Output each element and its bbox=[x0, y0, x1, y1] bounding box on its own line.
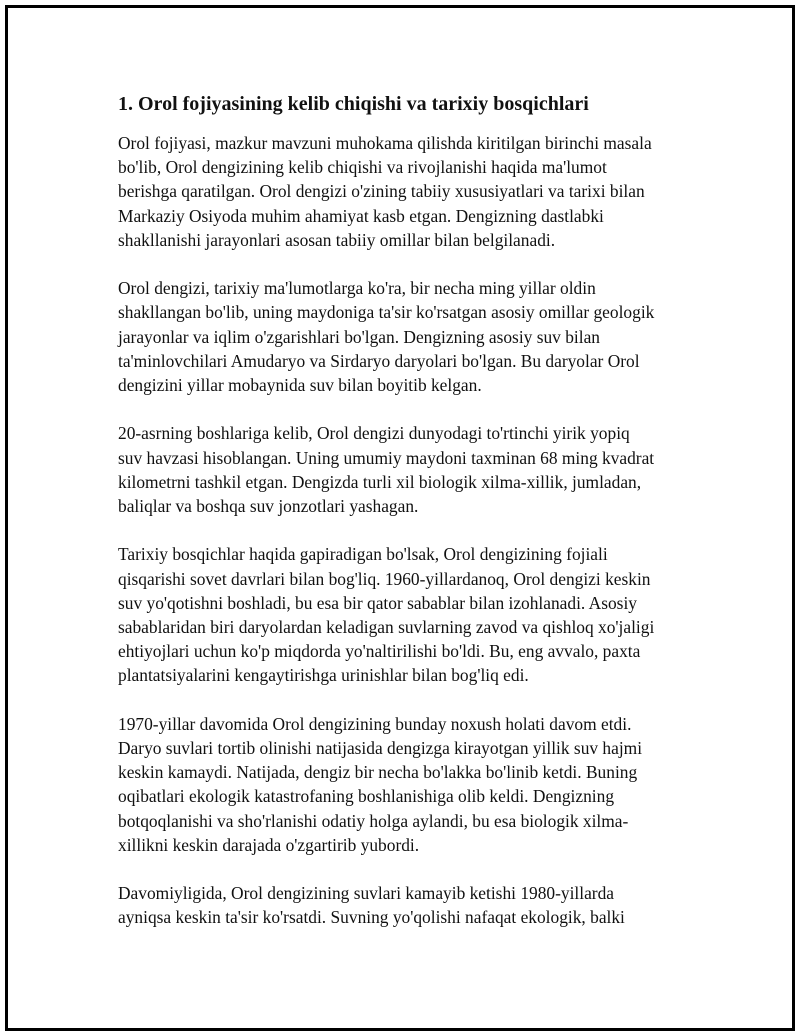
text-line: suv yo'qotishni boshladi, bu esa bir qator sabablar bilan izohlanadi. Asosiy bbox=[118, 592, 637, 613]
text-line: ayniqsa keskin ta'sir ko'rsatdi. Suvning yo'qolishi nafaqat ekologik, balki bbox=[118, 907, 625, 928]
text-line: bo'lib, Orol dengizining kelib chiqishi va rivojlanishi haqida ma'lumot bbox=[118, 157, 607, 178]
text-line: Tarixiy bosqichlar haqida gapiradigan bo'lsak, Orol dengizining fojiali bbox=[118, 544, 608, 565]
text-line: ehtiyojlari uchun ko'p miqdorda yo'naltirilishi bo'ldi. Bu, eng avvalo, paxta bbox=[118, 641, 641, 662]
paragraph-3 bbox=[118, 421, 698, 518]
document-body bbox=[118, 90, 698, 954]
text-line: ta'minlovchilari Amudaryo va Sirdaryo daryolari bo'lgan. Bu daryolar Orol bbox=[118, 350, 640, 371]
text-line: qisqarishi sovet davrlari bilan bog'liq. 1960-yillardanoq, Orol dengizi keskin bbox=[118, 568, 651, 589]
paragraph-6 bbox=[118, 881, 698, 929]
text-line: dengizini yillar mobaynida suv bilan boyitib kelgan. bbox=[118, 375, 482, 396]
text-line: jarayonlar va iqlim o'zgarishlari bo'lgan. Dengizning asosiy suv bilan bbox=[118, 326, 600, 347]
text-line: xillikni keskin darajada o'zgartirib yubordi. bbox=[118, 834, 420, 855]
text-line: Daryo suvlari tortib olinishi natijasida dengizga kirayotgan yillik suv hajmi bbox=[118, 738, 643, 759]
text-line: shakllangan bo'lib, uning maydoniga ta'sir ko'rsatgan asosiy omillar geologik bbox=[118, 302, 655, 323]
text-line: shakllanishi jarayonlari asosan tabiiy omillar bilan belgilanadi. bbox=[118, 229, 556, 250]
paragraph-5 bbox=[118, 712, 698, 857]
text-line: Davomiyligida, Orol dengizining suvlari kamayib ketishi 1980-yillarda bbox=[118, 883, 615, 904]
text-line: 20-asrning boshlariga kelib, Orol dengizi dunyodagi to'rtinchi yirik yopiq bbox=[118, 423, 630, 444]
paragraph-1 bbox=[118, 131, 698, 252]
text-line: Orol dengizi, tarixiy ma'lumotlarga ko'ra, bir necha ming yillar oldin bbox=[118, 278, 596, 299]
text-line: oqibatlari ekologik katastrofaning boshlanishiga olib keldi. Dengizning bbox=[118, 786, 615, 807]
text-line: plantatsiyalarini kengaytirishga urinishlar bilan bog'liq edi. bbox=[118, 665, 529, 686]
text-line: baliqlar va boshqa suv jonzotlari yashagan. bbox=[118, 496, 419, 517]
text-line: berishga qaratilgan. Orol dengizi o'zining tabiiy xususiyatlari va tarixi bilan bbox=[118, 181, 645, 202]
text-line: botqoqlanishi va sho'rlanishi odatiy holga aylandi, bu esa biologik xilma- bbox=[118, 810, 629, 831]
text-line: kilometrni tashkil etgan. Dengizda turli xil biologik xilma-xillik, jumladan, bbox=[118, 471, 642, 492]
section-heading: 1. Orol fojiyasining kelib chiqishi va tarixiy bosqichlari bbox=[118, 93, 589, 115]
paragraph-2 bbox=[118, 276, 698, 397]
text-line: sabablaridan biri daryolardan keladigan suvlarning zavod va qishloq xo'jaligi bbox=[118, 617, 655, 638]
paragraph-4 bbox=[118, 542, 698, 687]
text-line: suv havzasi hisoblangan. Uning umumiy maydoni taxminan 68 ming kvadrat bbox=[118, 447, 655, 468]
text-line: keskin kamaydi. Natijada, dengiz bir necha bo'lakka bo'linib ketdi. Buning bbox=[118, 762, 638, 783]
text-line: Orol fojiyasi, mazkur mavzuni muhokama qilishda kiritilgan birinchi masala bbox=[118, 133, 652, 153]
text-line: Markaziy Osiyoda muhim ahamiyat kasb etgan. Dengizning dastlabki bbox=[118, 205, 604, 226]
text-line: 1970-yillar davomida Orol dengizining bunday noxush holati davom etdi. bbox=[118, 713, 632, 734]
